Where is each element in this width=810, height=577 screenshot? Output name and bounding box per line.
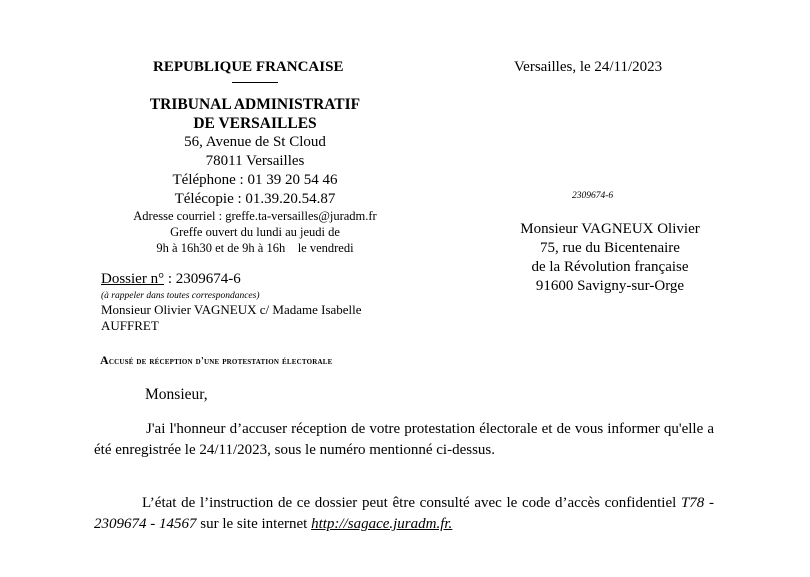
- paragraph-access-code: [94, 493, 714, 535]
- greeting: Monsieur,: [145, 386, 208, 403]
- tribunal-name-line2: DE VERSAILLES: [193, 115, 317, 132]
- case-reference-small: 2309674-6: [572, 191, 614, 201]
- sagace-link[interactable]: http://sagace.juradm.fr.: [311, 516, 453, 532]
- tribunal-street: 56, Avenue de St Cloud: [184, 134, 326, 150]
- letter-subject: [100, 353, 333, 368]
- tribunal-email: Adresse courriel : greffe.ta-versailles@juradm.fr: [133, 209, 377, 223]
- access-text-middle: sur le site internet: [196, 516, 312, 532]
- tribunal-city: 78011 Versailles: [205, 153, 305, 169]
- dossier-number: [101, 271, 241, 288]
- parties-line2: AUFFRET: [101, 318, 159, 333]
- subject-initial: A: [100, 353, 109, 367]
- access-code: T78 - 2309674 - 14567: [94, 495, 714, 532]
- office-hours-line2: 9h à 16h30 et de 9h à 16h le vendredi: [156, 241, 354, 255]
- tribunal-name-line1: TRIBUNAL ADMINISTRATIF: [149, 96, 361, 113]
- dossier-note: (à rappeler dans toutes correspondances): [101, 291, 260, 301]
- recipient-street-2: de la Révolution française: [531, 259, 689, 275]
- office-hours-line1: Greffe ouvert du lundi au jeudi de: [170, 225, 340, 239]
- letter-date: Versailles, le 24/11/2023: [514, 59, 663, 75]
- header-separator: [232, 82, 278, 83]
- dossier-label: Dossier n°: [101, 271, 165, 287]
- recipient-city: 91600 Savigny-sur-Orge: [535, 278, 685, 294]
- access-text-before: L’état de l’instruction de ce dossier peut être consulté avec le code d’accès confidentiel: [142, 495, 681, 511]
- recipient-name: Monsieur VAGNEUX Olivier: [520, 221, 700, 237]
- paragraph-acknowledgement: J'ai l'honneur d’accuser réception de votre protestation électorale et de vous informer qu'elle a été enregistrée le 24/11/2023, sous le numéro mentionné ci-dessus.: [94, 421, 714, 458]
- dossier-value: : 2309674-6: [164, 271, 241, 287]
- republic-heading: REPUBLIQUE FRANCAISE: [153, 59, 344, 75]
- recipient-street: 75, rue du Bicentenaire: [540, 240, 680, 256]
- tribunal-phone: Téléphone : 01 39 20 54 46: [172, 172, 338, 188]
- tribunal-fax: Télécopie : 01.39.20.54.87: [174, 191, 336, 207]
- subject-rest: ccusé de réception d'une protestation électorale: [108, 356, 333, 367]
- parties-line1: Monsieur Olivier VAGNEUX c/ Madame Isabelle: [101, 302, 362, 317]
